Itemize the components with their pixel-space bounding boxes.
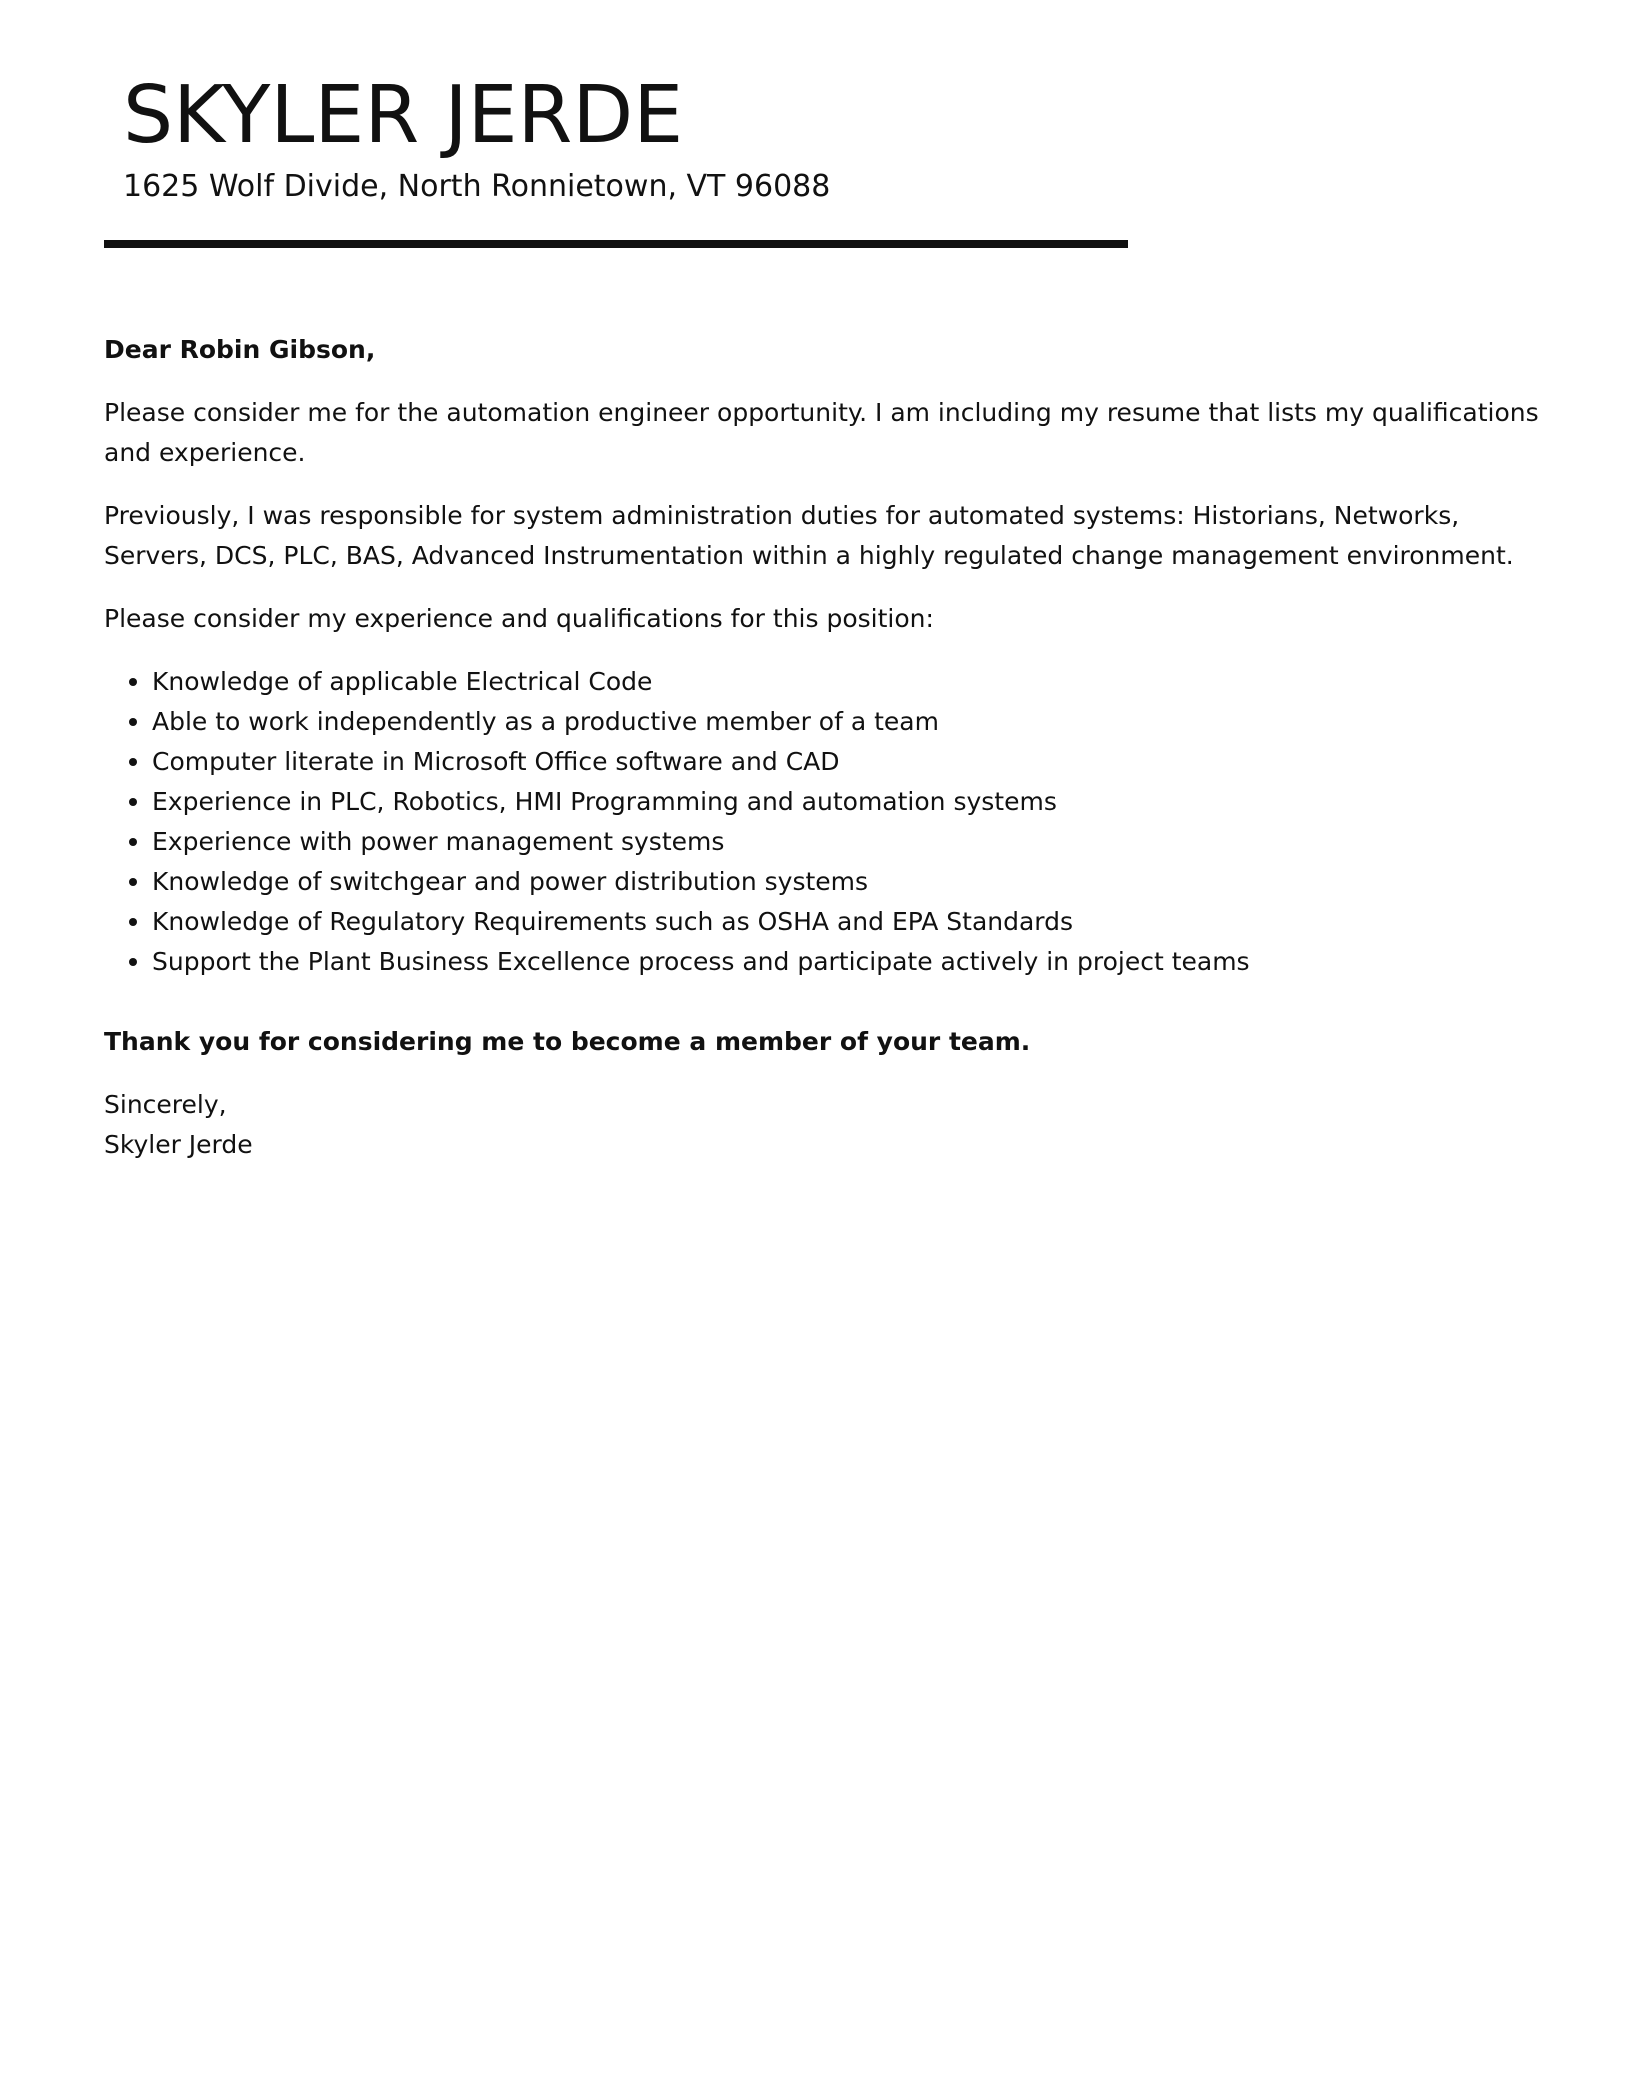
sign-off: [104, 1085, 1544, 1165]
bullet-icon: [129, 678, 137, 686]
list-item-text: Knowledge of switchgear and power distribution systems: [152, 867, 869, 896]
header-divider: [104, 240, 1128, 248]
bullet-icon: [129, 878, 137, 886]
list-item-text: Support the Plant Business Excellence process and participate actively in project teams: [152, 947, 1250, 976]
bullet-icon: [129, 958, 137, 966]
qualifications-list: [104, 662, 1544, 982]
paragraph-intro: Please consider me for the automation engineer opportunity. I am including my resume that lists my qualifications and experience.: [104, 398, 1539, 467]
greeting: Dear Robin Gibson,: [104, 335, 376, 364]
applicant-name: SKYLER JERDE: [123, 69, 684, 161]
paragraph-experience: Previously, I was responsible for system administration duties for automated systems: Historians, Networks, Servers, DCS, PLC, BAS, Advanced Instrumentation within a highly regulated change management environment.: [104, 501, 1514, 570]
closing-statement: Thank you for considering me to become a member of your team.: [104, 1027, 1031, 1056]
list-item: [152, 662, 1544, 702]
list-item: [152, 702, 1544, 742]
list-item: [152, 822, 1544, 862]
list-item-text: Experience in PLC, Robotics, HMI Programming and automation systems: [152, 787, 1057, 816]
sign-off-text: Sincerely,: [104, 1090, 227, 1119]
bullet-icon: [129, 758, 137, 766]
list-item: [152, 782, 1544, 822]
applicant-address: 1625 Wolf Divide, North Ronnietown, VT 96088: [123, 169, 831, 204]
list-item-text: Able to work independently as a productive member of a team: [152, 707, 939, 736]
bullet-icon: [129, 798, 137, 806]
bullet-icon: [129, 718, 137, 726]
list-item: [152, 942, 1544, 982]
list-item: [152, 902, 1544, 942]
list-item: [152, 742, 1544, 782]
paragraph-qualifications-lead: Please consider my experience and qualifications for this position:: [104, 604, 934, 633]
list-item-text: Knowledge of applicable Electrical Code: [152, 667, 653, 696]
bullet-icon: [129, 838, 137, 846]
letter-body: [104, 330, 1544, 1165]
list-item-text: Experience with power management systems: [152, 827, 725, 856]
bullet-icon: [129, 918, 137, 926]
list-item: [152, 862, 1544, 902]
signature-name: Skyler Jerde: [104, 1130, 253, 1159]
list-item-text: Knowledge of Regulatory Requirements such as OSHA and EPA Standards: [152, 907, 1074, 936]
list-item-text: Computer literate in Microsoft Office software and CAD: [152, 747, 840, 776]
